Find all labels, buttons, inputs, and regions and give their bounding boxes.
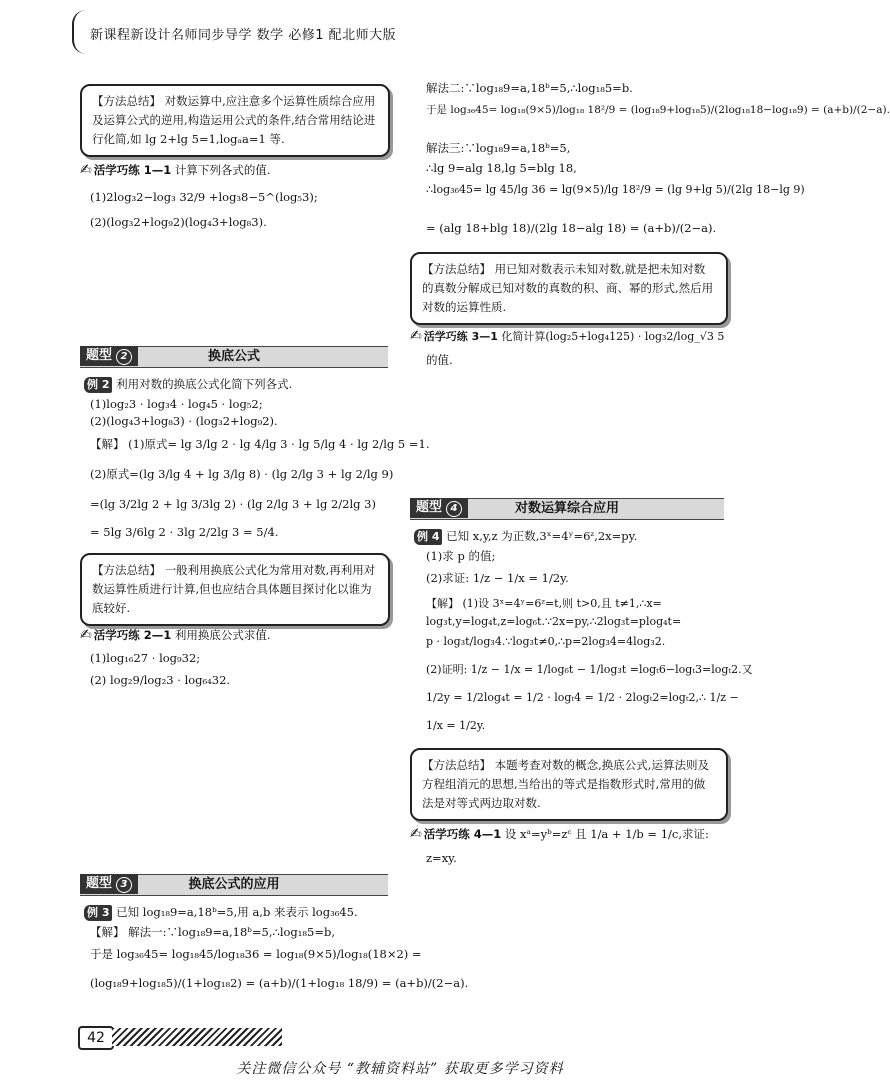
footer-note: 关注微信公众号 “教辅资料站” 获取更多学习资料 bbox=[236, 1061, 564, 1077]
section-3-tag: 题型 3 bbox=[80, 874, 138, 894]
section-4-tag: 题型 4 bbox=[410, 498, 468, 518]
example-3-solution-8: ∴log₃₆45= lg 45/lg 36 = lg(9×5)/lg 18²/9 = (lg 9+lg 5)/(2lg 18−lg 9) bbox=[426, 183, 805, 196]
example-4-solution-1: 【解】 (1)设 3ˣ=4ʸ=6ᶻ=t,则 t>0,且 t≠1,∴x= bbox=[426, 597, 662, 610]
practice-3-1: ✍ 活学巧练 3—1 化简计算(log₂5+log₄125) · log₃2/log_√3 5 bbox=[410, 328, 725, 344]
page-number-hatch-decoration bbox=[112, 1028, 282, 1046]
section-3-title: 换底公式的应用 bbox=[188, 877, 280, 892]
example-4-heading: 例 4 已知 x,y,z 为正数,3ˣ=4ʸ=6ᶻ,2x=py. bbox=[414, 528, 637, 545]
example-3-solution-7: ∴lg 9=alg 18,lg 5=blg 18, bbox=[426, 161, 577, 175]
example-3-solution-3: (log₁₈9+log₁₈5)/(1+log₁₈2) = (a+b)/(1+log₁₈ 18/9) = (a+b)/(2−a). bbox=[90, 976, 469, 990]
method-summary-box-3-wrap bbox=[410, 252, 728, 325]
example-3-solution-9: = (alg 18+blg 18)/(2lg 18−alg 18) = (a+b)/(2−a). bbox=[426, 221, 717, 235]
example-3-solution-5: 于是 log₃₆45= log₁₈(9×5)/log₁₈ 18²/9 = (log₁₈9+log₁₈5)/(2log₁₈18−log₁₈9) = (a+b)/(2−a). bbox=[426, 104, 890, 116]
example-4-q2: (2)求证: 1/z − 1/x = 1/2y. bbox=[426, 571, 569, 585]
practice-1-1: ✍ 活学巧练 1—1 计算下列各式的值. bbox=[80, 162, 271, 178]
method-summary-text: 【方法总结】 对数运算中,应注意多个运算性质综合应用及运算公式的逆用,构造运用公式的条件,结合常用结论进行化简,如 lg 2+lg 5=1,logₐa=1 等. bbox=[92, 94, 376, 146]
method-summary-box-2: 【方法总结】 一般利用换底公式化为常用对数,再利用对数运算性质进行计算,但也应结合具体题目探讨化以谁为底较好. bbox=[80, 553, 390, 626]
example-4-solution-6: 1/x = 1/2y. bbox=[426, 719, 486, 732]
practice-2-1-q1: (1)log₁₆27 · log₉32; bbox=[90, 651, 201, 665]
page-header bbox=[72, 10, 772, 44]
section-2-bar bbox=[80, 346, 388, 368]
example-2-solution-2: (2)原式=(lg 3/lg 4 + lg 3/lg 8) · (lg 2/lg 3 + lg 2/lg 9) bbox=[90, 467, 394, 481]
example-3-solution-2: 于是 log₃₆45= log₁₈45/log₁₈36 = log₁₈(9×5)/log₁₈(18×2) = bbox=[90, 947, 422, 961]
practice-1-1-q2: (2)(log₃2+log₉2)(log₄3+log₈3). bbox=[90, 215, 267, 229]
practice-2-1-q2: (2) log₂9/log₂3 · log₆₄32. bbox=[90, 673, 231, 687]
method-summary-box-4-wrap bbox=[410, 748, 728, 821]
practice-1-1-q1: (1)2log₃2−log₃ 32/9 +log₃8−5^(log₅3); bbox=[90, 190, 318, 204]
example-3-heading: 例 3 已知 log₁₈9=a,18ᵇ=5,用 a,b 来表示 log₃₆45. bbox=[84, 904, 358, 921]
method-summary-box-1 bbox=[80, 84, 390, 157]
practice-star-icon: ✍ bbox=[80, 627, 92, 643]
example-4-solution-5: 1/2y = 1/2log₄t = 1/2 · logₜ4 = 1/2 · 2logₜ2=logₜ2,∴ 1/z − bbox=[426, 691, 739, 704]
section-4-title: 对数运算综合应用 bbox=[514, 501, 619, 516]
section-3-bar bbox=[80, 874, 388, 896]
book-title: 新课程新设计名师同步导学 数学 必修1 配北师大版 bbox=[90, 28, 397, 43]
practice-2-1: ✍ 活学巧练 2—1 利用换底公式求值. bbox=[80, 627, 271, 643]
section-2-title: 换底公式 bbox=[207, 349, 260, 364]
practice-star-icon: ✍ bbox=[80, 162, 92, 178]
method-summary-box-2-wrap bbox=[80, 553, 390, 626]
example-2-solution-1: 【解】 (1)原式= lg 3/lg 2 · lg 4/lg 3 · lg 5/lg 4 · lg 2/lg 5 =1. bbox=[90, 437, 430, 451]
example-2-solution-4: = 5lg 3/6lg 2 · 3lg 2/2lg 3 = 5/4. bbox=[90, 525, 279, 539]
example-4-solution-2: log₃t,y=log₄t,z=log₆t.∵2x=py,∴2log₃t=plog₄t= bbox=[426, 615, 682, 628]
method-summary-box-3: 【方法总结】 用已知对数表示未知对数,就是把未知对数的真数分解成已知对数的真数的积、商、幂的形式,然后用对数的运算性质. bbox=[410, 252, 728, 325]
example-3-solution-1: 【解】 解法一:∵log₁₈9=a,18ᵇ=5,∴log₁₈5=b, bbox=[90, 925, 335, 939]
example-3-label: 例 3 bbox=[84, 905, 112, 921]
section-2-tag: 题型 2 bbox=[80, 346, 138, 366]
left-column bbox=[80, 84, 390, 157]
practice-4-1-tail: z=xy. bbox=[426, 851, 457, 865]
practice-3-1-tail: 的值. bbox=[426, 353, 453, 367]
practice-star-icon: ✍ bbox=[410, 826, 422, 842]
example-2-q1: (1)log₂3 · log₃4 · log₄5 · log₅2; bbox=[90, 397, 263, 411]
practice-4-1: ✍ 活学巧练 4—1 设 xᵃ=yᵇ=zᶜ 且 1/a + 1/b = 1/c,求证: bbox=[410, 826, 709, 842]
example-2-q2: (2)(log₄3+log₈3) · (log₃2+log₉2). bbox=[90, 414, 278, 428]
example-2-heading: 例 2 利用对数的换底公式化简下列各式. bbox=[84, 376, 292, 393]
example-4-solution-4: (2)证明: 1/z − 1/x = 1/log₆t − 1/log₃t =logₜ6−logₜ3=logₜ2.又 bbox=[426, 663, 753, 676]
header-bracket bbox=[72, 10, 88, 54]
example-4-label: 例 4 bbox=[414, 529, 442, 545]
example-2-label: 例 2 bbox=[84, 377, 112, 393]
example-3-solution-4: 解法二:∵log₁₈9=a,18ᵇ=5,∴log₁₈5=b. bbox=[426, 81, 633, 95]
example-2-solution-3: =(lg 3/2lg 2 + lg 3/3lg 2) · (lg 2/lg 3 + lg 2/2lg 3) bbox=[90, 497, 376, 511]
example-4-q1: (1)求 p 的值; bbox=[426, 549, 496, 563]
page-number: 42 bbox=[78, 1026, 114, 1050]
example-4-solution-3: p · log₃t/log₃4.∵log₃t≠0,∴p=2log₃4=4log₃2. bbox=[426, 635, 666, 648]
practice-star-icon: ✍ bbox=[410, 328, 422, 344]
method-summary-box-4: 【方法总结】 本题考查对数的概念,换底公式,运算法则及方程组消元的思想,当给出的等式是指数形式时,常用的做法是对等式两边取对数. bbox=[410, 748, 728, 821]
example-3-solution-6: 解法三:∵log₁₈9=a,18ᵇ=5, bbox=[426, 141, 571, 155]
section-4-bar bbox=[410, 498, 724, 520]
